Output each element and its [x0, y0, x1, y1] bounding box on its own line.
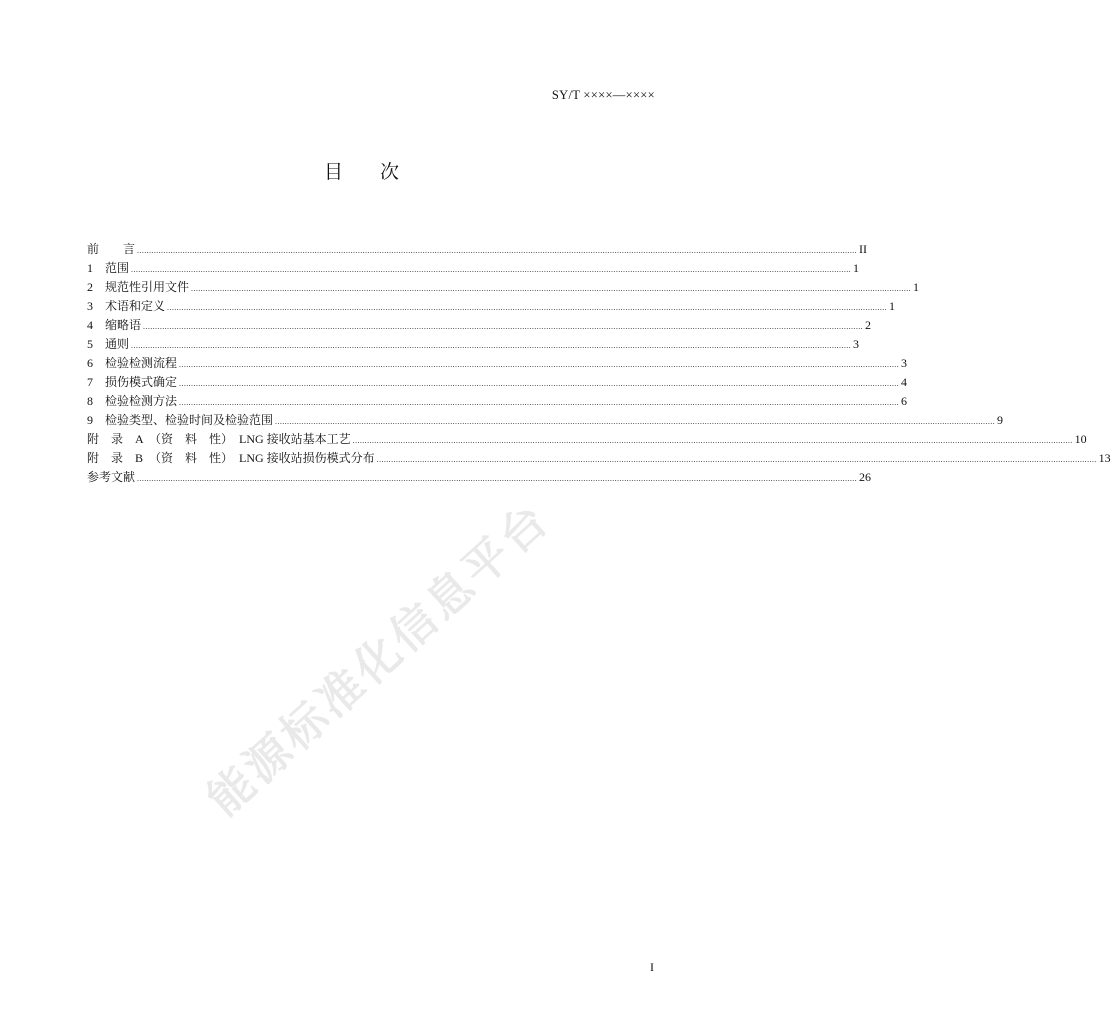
toc-entry-label: 9 检验类型、检验时间及检验范围: [87, 413, 274, 427]
page-title-char-1: 目: [323, 161, 344, 183]
toc-leader-dots: ............................................................................................................................................................................................................................................................................................................: [131, 265, 852, 274]
toc-entry-bibliography[interactable]: [87, 468, 872, 487]
toc-entry-label: 5 通则: [87, 337, 130, 351]
toc-leader-dots: ............................................................................................................................................................................................................................................................................................................: [131, 341, 852, 350]
toc-leader-dots: ............................................................................................................................................................................................................................................................................................................: [376, 455, 1097, 464]
toc-entry-page: 9: [997, 413, 1004, 427]
toc-entry-label: 前 言: [87, 242, 136, 256]
toc-entry-label: 1 范围: [87, 261, 130, 275]
toc-leader-dots: ............................................................................................................................................................................................................................................................................................................: [191, 284, 912, 293]
toc-leader-dots: ............................................................................................................................................................................................................................................................................................................: [137, 246, 858, 255]
toc-entry-label: 4 缩略语: [87, 318, 142, 332]
toc-entry-page: 10: [1074, 432, 1087, 446]
toc-entry-normative-references[interactable]: [87, 278, 920, 297]
toc-entry-page: 1: [889, 299, 896, 313]
toc-leader-dots: ............................................................................................................................................................................................................................................................................................................: [275, 417, 996, 426]
toc-entry-page: 1: [853, 261, 860, 275]
toc-entry-annex-b[interactable]: [87, 449, 1111, 468]
toc-entry-label: 参考文献: [87, 470, 136, 484]
toc-entry-label: 附 录 A （资 料 性） LNG 接收站基本工艺: [87, 432, 351, 446]
toc-entry-label: 6 检验检测流程: [87, 356, 178, 370]
toc-entry-page: 3: [853, 337, 860, 351]
toc-entry-page: II: [859, 242, 868, 256]
page-title-char-2: 次: [380, 161, 401, 183]
toc-leader-dots: ............................................................................................................................................................................................................................................................................................................: [137, 474, 858, 483]
watermark: 能源标准化信息平台: [197, 491, 561, 827]
toc-entry-inspection-types[interactable]: [87, 411, 1004, 430]
toc-entry-abbreviations[interactable]: [87, 316, 872, 335]
toc-leader-dots: ............................................................................................................................................................................................................................................................................................................: [179, 398, 900, 407]
toc-entry-foreword[interactable]: [87, 240, 868, 259]
page-title: [0, 157, 724, 184]
toc-entry-inspection-methods[interactable]: [87, 392, 908, 411]
toc-leader-dots: ............................................................................................................................................................................................................................................................................................................: [179, 360, 900, 369]
toc-leader-dots: ............................................................................................................................................................................................................................................................................................................: [143, 322, 864, 331]
toc-entry-page: 3: [901, 356, 908, 370]
table-of-contents: [87, 240, 1111, 487]
toc-entry-scope[interactable]: [87, 259, 860, 278]
toc-entry-terms-definitions[interactable]: [87, 297, 896, 316]
toc-entry-page: 26: [859, 470, 872, 484]
toc-entry-inspection-process[interactable]: [87, 354, 908, 373]
toc-leader-dots: ............................................................................................................................................................................................................................................................................................................: [352, 436, 1073, 445]
toc-entry-label: 3 术语和定义: [87, 299, 166, 313]
toc-entry-label: 8 检验检测方法: [87, 394, 178, 408]
toc-entry-page: 13: [1098, 451, 1111, 465]
toc-leader-dots: ............................................................................................................................................................................................................................................................................................................: [167, 303, 888, 312]
toc-entry-general[interactable]: [87, 335, 860, 354]
toc-entry-page: 2: [865, 318, 872, 332]
toc-entry-page: 1: [913, 280, 920, 294]
page-number: I: [650, 960, 654, 974]
toc-entry-label: 7 损伤模式确定: [87, 375, 178, 389]
toc-entry-page: 4: [901, 375, 908, 389]
toc-entry-label: 附 录 B （资 料 性） LNG 接收站损伤模式分布: [87, 451, 375, 465]
standard-code: SY/T ××××—××××: [551, 88, 655, 102]
toc-entry-page: 6: [901, 394, 908, 408]
toc-entry-label: 2 规范性引用文件: [87, 280, 190, 294]
toc-entry-annex-a[interactable]: [87, 430, 1087, 449]
toc-entry-damage-mode[interactable]: [87, 373, 908, 392]
toc-leader-dots: ............................................................................................................................................................................................................................................................................................................: [179, 379, 900, 388]
